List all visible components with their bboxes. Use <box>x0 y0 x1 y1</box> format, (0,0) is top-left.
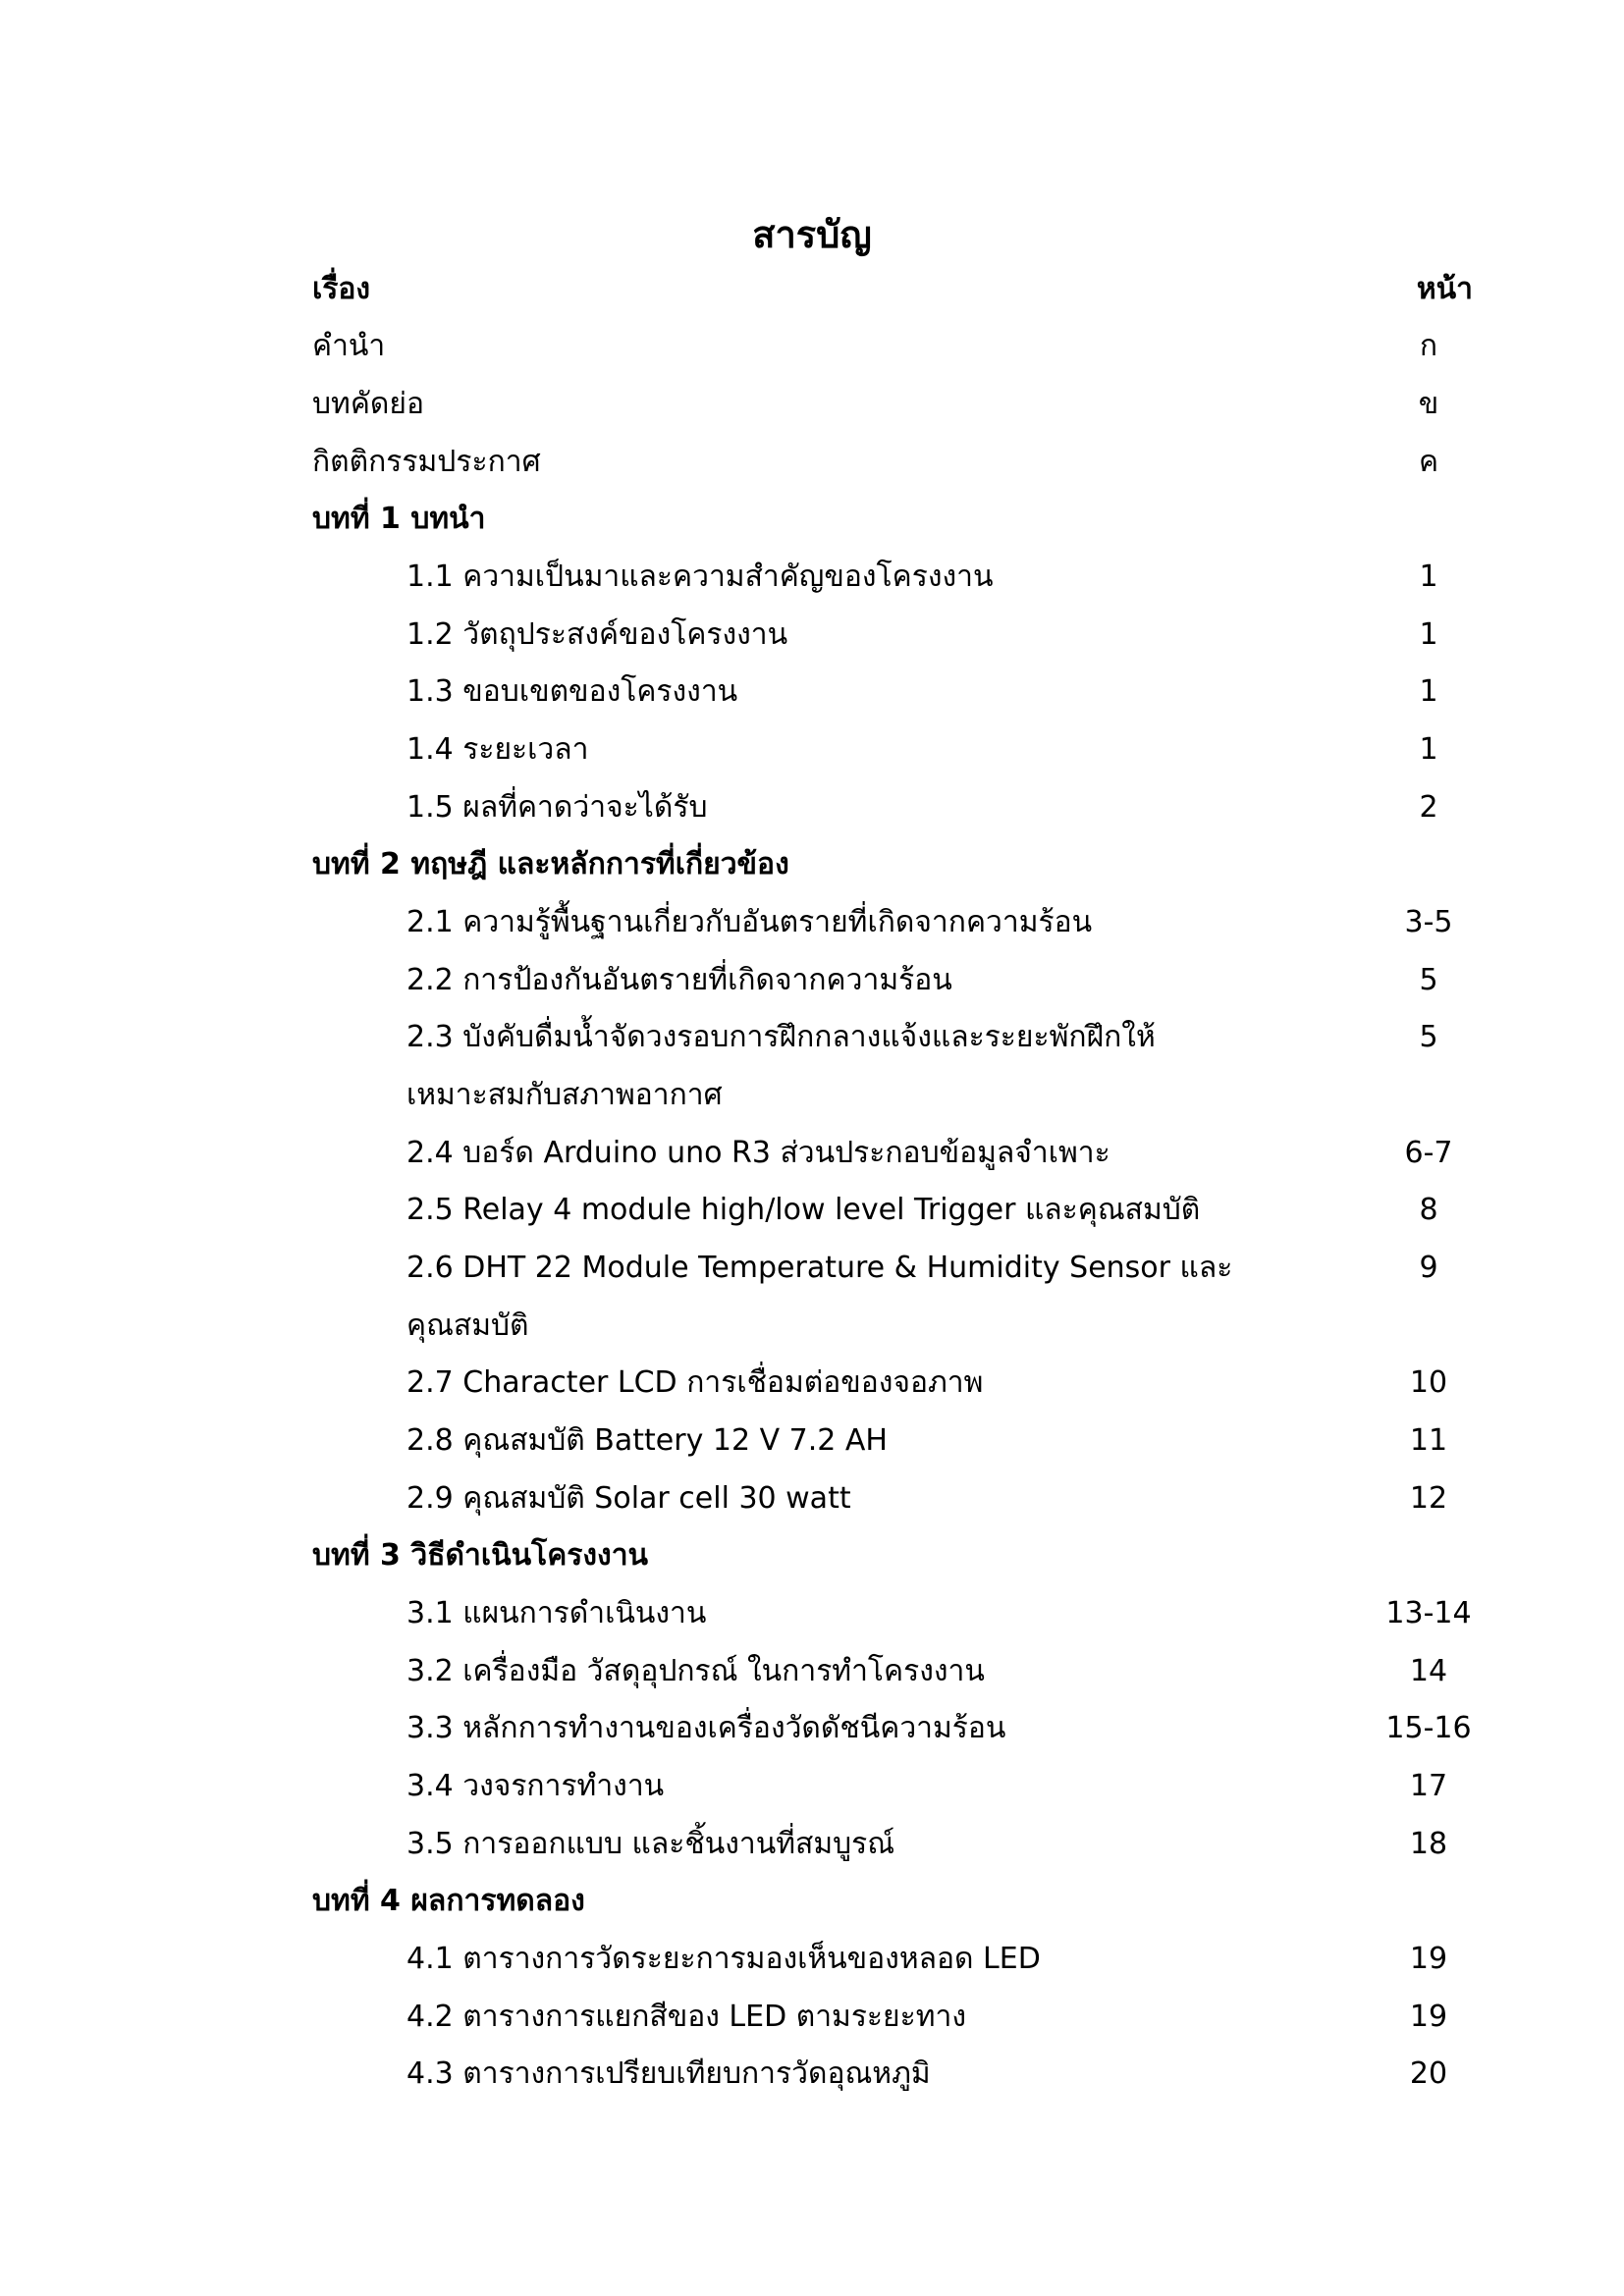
toc-entry-page: 17 <box>1409 1769 1448 1803</box>
toc-entry-label: 3.4 วงจรการทำงาน <box>406 1769 665 1803</box>
toc-chapter-heading <box>0 1527 1624 1584</box>
toc-entry-page: 6-7 <box>1404 1136 1453 1170</box>
toc-row <box>0 894 1624 951</box>
toc-entry-label: คุณสมบัติ <box>406 1308 529 1343</box>
toc-entry-label: 3.2 เครื่องมือ วัสดุอุปกรณ์ ในการทำโครงงาน <box>406 1654 985 1688</box>
toc-row <box>0 1240 1624 1297</box>
toc-row <box>0 1413 1624 1469</box>
toc-row <box>0 1470 1624 1527</box>
toc-entry-page: 2 <box>1419 790 1438 825</box>
toc-entry-label: 3.3 หลักการทำงานของเครื่องวัดดัชนีความร้อน <box>406 1711 1006 1745</box>
toc-entry-page: 15-16 <box>1385 1711 1472 1745</box>
toc-row <box>0 1989 1624 2046</box>
toc-entry-page: 20 <box>1409 2056 1448 2091</box>
toc-entry-page: ค <box>1418 445 1439 479</box>
toc-entry-page: 14 <box>1409 1654 1448 1688</box>
toc-entry-page: 9 <box>1419 1251 1438 1285</box>
toc-entry-label: 4.3 ตารางการเปรียบเทียบการวัดอุณหภูมิ <box>406 2056 931 2091</box>
toc-entry-label: 1.1 ความเป็นมาและความสำคัญของโครงงาน <box>406 560 994 594</box>
toc-chapter-heading <box>0 1873 1624 1930</box>
toc-row <box>0 664 1624 721</box>
toc-row <box>0 1009 1624 1066</box>
toc-entry-page: 19 <box>1409 2000 1448 2034</box>
toc-row <box>0 318 1624 375</box>
toc-row <box>0 1355 1624 1412</box>
toc-entry-page: 1 <box>1419 560 1438 594</box>
toc-chapter-heading <box>0 491 1624 548</box>
toc-entry-page: 10 <box>1409 1365 1448 1400</box>
toc-row <box>0 1758 1624 1815</box>
toc-entry-label: 2.8 คุณสมบัติ Battery 12 V 7.2 AH <box>406 1423 888 1458</box>
toc-entry-page: ก <box>1419 329 1438 363</box>
toc-entry-page: 3-5 <box>1404 905 1453 939</box>
toc-row <box>0 721 1624 778</box>
toc-entry-label: บทที่ 3 วิธีดำเนินโครงงาน <box>312 1538 649 1573</box>
toc-entry-label: 4.2 ตารางการแยกสีของ LED ตามระยะทาง <box>406 2000 966 2034</box>
toc-row <box>0 779 1624 836</box>
toc-row <box>0 1700 1624 1757</box>
toc-header <box>0 261 1624 318</box>
toc-entry-page: 12 <box>1409 1481 1448 1516</box>
toc-entry-label: 1.2 วัตถุประสงค์ของโครงงาน <box>406 617 788 652</box>
toc-entry-page: 18 <box>1409 1827 1448 1861</box>
toc-row <box>0 1585 1624 1642</box>
toc-entry-label: 2.2 การป้องกันอันตรายที่เกิดจากความร้อน <box>406 963 952 997</box>
toc-entry-label: 3.1 แผนการดำเนินงาน <box>406 1596 707 1630</box>
toc-header-page: หน้า <box>1416 272 1473 306</box>
toc-header-topic: เรื่อง <box>312 272 371 306</box>
toc-entry-page: 5 <box>1419 963 1438 997</box>
toc-entry-label: 2.1 ความรู้พื้นฐานเกี่ยวกับอันตรายที่เกิดจากความร้อน <box>406 905 1093 939</box>
toc-entry-label: บทคัดย่อ <box>312 387 424 421</box>
toc-row <box>0 607 1624 664</box>
toc-entry-label: 2.7 Character LCD การเชื่อมต่อของจอภาพ <box>406 1365 984 1400</box>
toc-entry-page: 1 <box>1419 617 1438 652</box>
toc-entry-label: 3.5 การออกแบบ และชิ้นงานที่สมบูรณ์ <box>406 1827 895 1861</box>
toc-entry-page: 13-14 <box>1385 1596 1472 1630</box>
toc-entry-label: 1.4 ระยะเวลา <box>406 732 589 767</box>
toc-entry-label: กิตติกรรมประกาศ <box>312 445 541 479</box>
toc-row <box>0 1125 1624 1182</box>
toc-entry-label: เหมาะสมกับสภาพอากาศ <box>406 1078 723 1112</box>
toc-entry-label: บทที่ 1 บทนำ <box>312 502 486 536</box>
toc-row <box>0 952 1624 1009</box>
toc-entry-page: ข <box>1418 387 1439 421</box>
toc-row-continuation <box>0 1067 1624 1124</box>
toc-entry-page: 11 <box>1409 1423 1448 1458</box>
toc-row <box>0 1643 1624 1700</box>
toc-entry-label: 2.5 Relay 4 module high/low level Trigger และคุณสมบัติ <box>406 1193 1201 1227</box>
toc-row <box>0 2046 1624 2103</box>
toc-row <box>0 434 1624 491</box>
toc-entry-label: บทที่ 4 ผลการทดลอง <box>312 1884 585 1918</box>
toc-entry-page: 1 <box>1419 674 1438 709</box>
toc-row-continuation <box>0 1298 1624 1355</box>
toc-chapter-heading <box>0 836 1624 893</box>
toc-row <box>0 1816 1624 1873</box>
toc-entry-label: คำนำ <box>312 329 386 363</box>
toc-entry-label: 2.9 คุณสมบัติ Solar cell 30 watt <box>406 1481 851 1516</box>
toc-entry-label: 4.1 ตารางการวัดระยะการมองเห็นของหลอด LED <box>406 1942 1041 1976</box>
toc-entry-label: 1.5 ผลที่คาดว่าจะได้รับ <box>406 790 708 825</box>
toc-row <box>0 1182 1624 1239</box>
toc-entry-page: 5 <box>1419 1020 1438 1054</box>
toc-entry-label: 2.6 DHT 22 Module Temperature & Humidity Sensor และ <box>406 1251 1233 1285</box>
toc-entry-label: บทที่ 2 ทฤษฎี และหลักการที่เกี่ยวข้อง <box>312 847 789 881</box>
toc-row <box>0 549 1624 606</box>
toc-row <box>0 1931 1624 1988</box>
toc-entry-page: 8 <box>1419 1193 1438 1227</box>
toc-entry-label: 2.4 บอร์ด Arduino uno R3 ส่วนประกอบข้อมูลจำเพาะ <box>406 1136 1110 1170</box>
page-title: สารบัญ <box>752 213 872 256</box>
toc-entry-page: 19 <box>1409 1942 1448 1976</box>
toc-entry-label: 2.3 บังคับดื่มน้ำจัดวงรอบการฝึกกลางแจ้งและระยะพักฝึกให้ <box>406 1020 1156 1054</box>
toc-entry-label: 1.3 ขอบเขตของโครงงาน <box>406 674 738 709</box>
toc-row <box>0 376 1624 433</box>
toc-entry-page: 1 <box>1419 732 1438 767</box>
